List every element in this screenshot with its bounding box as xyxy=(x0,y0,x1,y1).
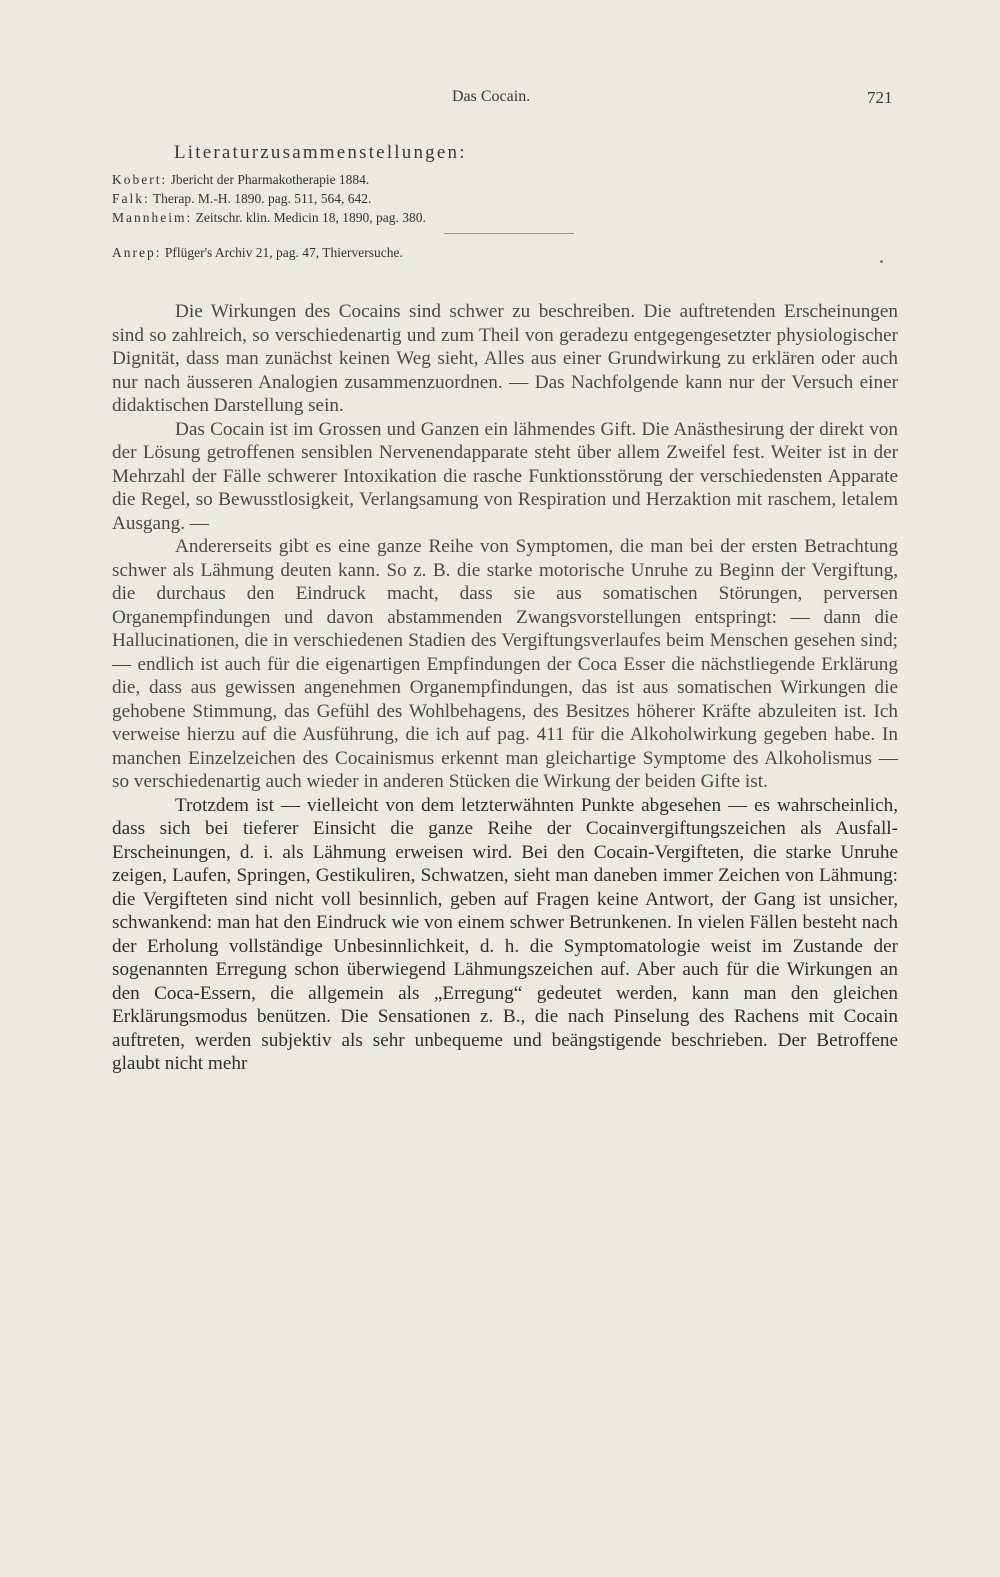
paragraph: Die Wirkungen des Cocains sind schwer zu beschreiben. Die auftretenden Erscheinungen sind so zahlreich, so verschiedenartig und zum Theil von geradezu entgegengesetzter physiologischer Dignität, dass man zunächst keinen Weg sieht, Alles aus einer Grundwirkung zu erklären oder auch nur nach äusseren Analogien zusammenzuordnen. — Das Nachfolgende kann nur der Versuch einer didaktischen Darstellung sein. xyxy=(112,301,898,416)
body-text xyxy=(112,300,898,1076)
print-speck xyxy=(880,260,883,263)
reference-author: Kobert: xyxy=(112,172,168,187)
reference-author: Mannheim: xyxy=(112,210,193,225)
paragraph: Trotzdem ist — vielleicht von dem letzterwähnten Punkte abgesehen — es wahrscheinlich, dass sich bei tieferer Einsicht die ganze Reihe der Cocainvergiftungszeichen als Ausfall-Erscheinungen, d. i. als Lähmung erweisen wird. Bei den Cocain-Vergifteten, die starke Unruhe zeigen, Laufen, Springen, Gestikuliren, Schwatzen, sieht man daneben immer Zeichen von Lähmung: die Vergifteten sind nicht voll besinnlich, geben auf Fragen keine Antwort, der Gang ist unsicher, schwankend: man hat den Eindruck wie von einem schwer Betrunkenen. In vielen Fällen besteht nach der Erholung vollständige Unbesinnlichkeit, d. h. die Symptomatologie weist im Zustande der sogenannten Erregung schon überwiegend Lähmungszeichen auf. Aber auch für die Wirkungen an den Coca-Essern, die allgemein als „Erregung“ gedeutet werden, kann man den gleichen Erklärungsmodus benützen. Die Sensationen z. B., die nach Pinselung des Rachens mit Cocain auftreten, werden subjektiv als sehr unbequeme und beängstigende beschrieben. Der Betroffene glaubt nicht mehr xyxy=(112,794,898,1074)
reference-source: Jbericht der Pharmakotherapie 1884. xyxy=(167,172,370,187)
literature-heading: Literaturzusammenstellungen: xyxy=(174,142,467,163)
reference-entry xyxy=(112,170,902,189)
reference-author: Falk: xyxy=(112,191,150,206)
reference-source: Zeitschr. klin. Medicin 18, 1890, pag. 380. xyxy=(192,210,426,225)
page-number: 721 xyxy=(867,88,893,107)
literature-list xyxy=(112,142,902,262)
reference-entry xyxy=(112,208,902,227)
separator-rule xyxy=(444,233,574,234)
paragraph: Andererseits gibt es eine ganze Reihe von Symptomen, die man bei der ersten Betrachtung schwer als Lähmung deuten kann. So z. B. die starke motorische Unruhe zu Beginn der Vergiftung, die durchaus den Eindruck macht, dass sie aus somatischen Störungen, perversen Organempfindungen und davon abstammenden Zwangsvorstellungen entspringt: — dann die Hallucinationen, die in verschiedenen Stadien des Vergiftungsverlaufes beim Menschen gesehen sind; — endlich ist auch für die eigenartigen Empfindungen der Coca Esser die nächstliegende Erklärung die, dass aus gewissen angenehmen Organempfindungen, das ist aus somatischen Wirkungen die gehobene Stimmung, das Gefühl des Wohlbehagens, des Besitzes höherer Kräfte abzuleiten ist. Ich verweise hierzu auf die Ausführung, die ich auf pag. 411 für die Alkoholwirkung gegeben habe. In manchen Einzelzeichen des Cocainismus erkennt man gleichartige Symptome des Alkoholismus — so verschiedenartig auch wieder in anderen Stücken die Wirkung der beiden Gifte ist. xyxy=(112,536,898,792)
page-header xyxy=(0,88,1000,112)
running-title: Das Cocain. xyxy=(452,88,531,105)
reference-source: Pflüger's Archiv 21, pag. 47, Thierversuche. xyxy=(161,245,403,260)
reference-entry xyxy=(112,243,902,262)
reference-entry xyxy=(112,189,902,208)
reference-source: Therap. M.-H. 1890. pag. 511, 564, 642. xyxy=(149,191,372,206)
paragraph: Das Cocain ist im Grossen und Ganzen ein lähmendes Gift. Die Anästhesirung der direkt von der Lösung getroffenen sensiblen Nervenendapparate steht über allem Zweifel fest. Weiter ist in der Mehrzahl der Fälle schwerer Intoxikation die rasche Funktionsstörung der verschiedensten Apparate die Regel, so Bewusstlosigkeit, Verlangsamung von Respiration und Herzaktion mit raschem, letalem Ausgang. — xyxy=(112,418,898,534)
reference-author: Anrep: xyxy=(112,245,162,260)
